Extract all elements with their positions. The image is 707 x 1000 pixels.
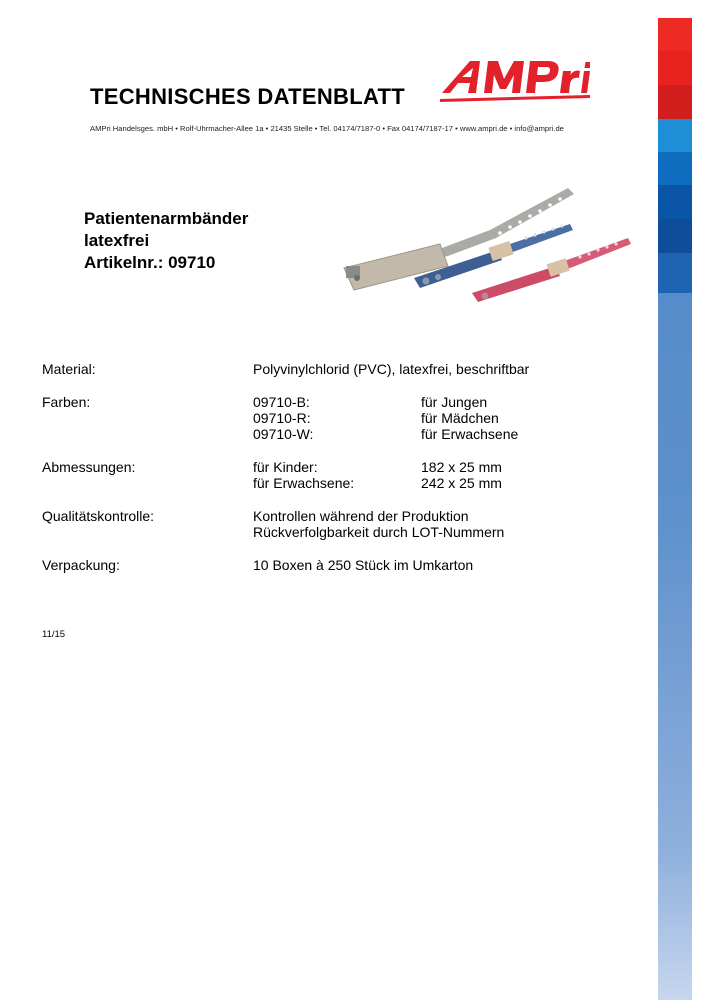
color-code: 09710-W: <box>253 426 314 442</box>
color-desc: für Jungen <box>421 394 488 410</box>
qualitaet-label: Qualitätskontrolle: <box>42 508 155 524</box>
side-color-bar <box>658 18 692 1000</box>
color-code: 09710-R: <box>253 410 311 426</box>
material-value: Polyvinylchlorid (PVC), latexfrei, beschriftbar <box>253 361 530 377</box>
product-property: latexfrei <box>84 231 150 250</box>
revision-date: 11/15 <box>42 629 66 640</box>
color-desc: für Mädchen <box>421 410 499 426</box>
article-number: Artikelnr.: 09710 <box>84 253 216 272</box>
wristbands-image <box>330 178 640 303</box>
document-title: TECHNISCHES DATENBLATT <box>90 84 405 109</box>
qualitaet-line: Kontrollen während der Produktion <box>253 508 469 524</box>
dimension-label: für Erwachsene: <box>253 475 355 491</box>
dimension-value: 242 x 25 mm <box>421 475 502 491</box>
product-name: Patientenarmbänder <box>84 209 249 228</box>
color-desc: für Erwachsene <box>421 426 519 442</box>
dimension-value: 182 x 25 mm <box>421 459 502 475</box>
material-label: Material: <box>42 361 96 377</box>
qualitaet-line: Rückverfolgbarkeit durch LOT-Nummern <box>253 524 505 540</box>
verpackung-label: Verpackung: <box>42 557 120 573</box>
company-address: AMPri Handelsges. mbH • Rolf-Uhrmacher-Allee 1a • 21435 Stelle • Tel. 04174/7187-0 • Fax 04174/7187-17 • www.ampri.de • info@ampri.de <box>90 124 564 133</box>
ampri-logo <box>440 55 590 107</box>
abmessungen-label: Abmessungen: <box>42 459 136 475</box>
farben-label: Farben: <box>42 394 91 410</box>
product-title <box>84 208 248 274</box>
color-code: 09710-B: <box>253 394 310 410</box>
dimension-label: für Kinder: <box>253 459 318 475</box>
verpackung-value: 10 Boxen à 250 Stück im Umkarton <box>253 557 474 573</box>
